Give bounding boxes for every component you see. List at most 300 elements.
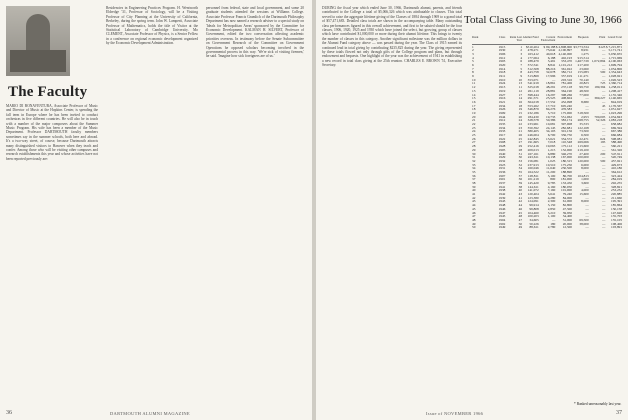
table-cell: 1,208,417 [608, 88, 622, 93]
table-cell: 44 [518, 203, 523, 208]
table-cell: 354,572 [561, 136, 573, 141]
table-cell: — [601, 51, 606, 56]
table-cell: 1,101,212 [558, 63, 573, 68]
table-cell: 1924 [498, 81, 506, 86]
table-cell: 100,203 [527, 214, 539, 219]
table-cell: 50 [518, 221, 523, 226]
table-cell: 217,200 [577, 63, 589, 68]
table-cell: 24 [518, 118, 523, 123]
table-cell: 291,571 [527, 96, 539, 101]
table-cell: 2,300 [547, 199, 556, 204]
table-cell: $123 [598, 45, 606, 49]
table-cell: 500 [600, 70, 606, 75]
table-cell: 1901 [498, 177, 506, 182]
table-cell: 4,280 [547, 195, 556, 200]
table-cell: 15,600 [579, 192, 589, 197]
table-cell: 1919 [498, 88, 506, 93]
table-cell: 17 [518, 92, 523, 97]
table-cell: 1,034,843 [608, 114, 622, 119]
table-cell: — [601, 181, 606, 186]
table-cell: 357,919 [561, 74, 573, 79]
table-cell: $ 7,215,871 [605, 45, 622, 49]
table-cell: 233,961 [527, 122, 539, 127]
table-cell: — [601, 133, 606, 138]
table-cell: 185,864 [611, 203, 622, 208]
table-cell: 1,176,567 [608, 103, 622, 108]
table-cell: 476,583 [561, 107, 573, 112]
table-cell: 163,412 [527, 51, 539, 56]
table-cell: 25 [518, 136, 523, 141]
table-cell: 518,500 [577, 110, 589, 115]
table-cell: 27 [518, 140, 523, 145]
table-cell: 11,200 [546, 169, 556, 174]
table-cell: 199,394 [594, 85, 606, 90]
table-cell: 520,749 [611, 155, 622, 160]
table-cell: 5,171,741 [608, 48, 622, 53]
table-cell: 4,000 [581, 188, 589, 193]
table-cell: 253,232 [611, 188, 622, 193]
table-cell: 23 [472, 125, 476, 130]
table-cell: 40 [518, 188, 523, 193]
table-header-cell: Plant [599, 35, 606, 39]
table-cell: 26 [518, 133, 523, 138]
table-cell: 915,514 [577, 55, 589, 60]
table-cell: 325,018 [527, 85, 539, 90]
table-cell: — [601, 129, 606, 134]
table-cell: 364,612 [611, 169, 622, 174]
table-cell: 33 [472, 162, 476, 167]
table-cell: 180,315 [561, 158, 573, 163]
table-cell: — [601, 188, 606, 193]
table-cell: 32 [518, 162, 523, 167]
table-cell: 1,051,627 [608, 107, 622, 112]
table-cell: 50 [472, 225, 476, 230]
table-cell: 252,416 [527, 144, 539, 149]
table-cell: 10 [518, 77, 523, 82]
table-cell: — [601, 173, 606, 178]
table-cell: 10,681 [546, 122, 556, 127]
table-cell: 14 [518, 96, 523, 101]
table-cell: 232,186 [527, 110, 539, 115]
table-cell: 16 [518, 99, 523, 104]
table-cell: 180 [550, 221, 556, 226]
table-cell: 364,018 [527, 99, 539, 104]
table-cell: 20,000 [562, 221, 573, 226]
table-cell: 180,050 [561, 184, 573, 189]
table-cell: 203,316 [561, 77, 573, 82]
table-cell: 588,490 [611, 140, 622, 145]
table-cell: 1,140,665 [608, 96, 622, 101]
table-cell: 38 [472, 181, 476, 186]
table-cell: 29 [518, 144, 523, 149]
table-header-cell: Endowment [557, 35, 573, 39]
table-cell: 500 [600, 158, 606, 163]
table-cell: — [601, 107, 606, 112]
table-cell: 301,156 [561, 129, 573, 134]
table-cell: 18 [518, 103, 523, 108]
table-cell: 7 [472, 66, 474, 71]
table-cell: 457,921 [611, 158, 622, 163]
page-number: 36 [6, 410, 12, 416]
table-cell: 209,013 [527, 147, 539, 152]
table-cell: 10,138 [546, 155, 556, 160]
table-cell: 1,715,969 [608, 55, 622, 60]
table-cell: 141,072 [527, 188, 539, 193]
table-cell: 101,000 [561, 188, 573, 193]
table-cell: 15 [518, 110, 523, 115]
table-cell: 184,430 [527, 114, 539, 119]
table-cell: 9 [472, 74, 474, 79]
table-cell: 40 [472, 188, 476, 193]
table-cell: 6,880 [547, 151, 556, 156]
table-cell: 282,681 [561, 125, 573, 130]
table-cell: 19 [518, 107, 523, 112]
table-cell: 128,811 [527, 173, 539, 178]
table-cell: 47 [472, 214, 476, 219]
table-cell: 1,083,218 [608, 118, 622, 123]
table-cell: 1,155,346 [608, 92, 622, 97]
table-cell: 45 [518, 210, 523, 215]
table-cell: 101,219 [527, 177, 539, 182]
table-cell: 1912 [498, 118, 506, 123]
table-cell: 800 [550, 177, 556, 182]
table-cell: 26 [472, 136, 476, 141]
table-cell: 1938 [498, 188, 506, 193]
table-cell: 61,000 [562, 199, 573, 204]
table-cell: 10,510 [546, 162, 556, 167]
table-cell: 781,406 [561, 81, 573, 86]
table-cell: 34 [472, 166, 476, 171]
table-cell: 16,297 [546, 92, 556, 97]
table-cell: 5 [520, 66, 523, 71]
table-cell: 346,879 [527, 107, 539, 112]
table-cell: — [601, 55, 606, 60]
table-cell: 70,140 [579, 77, 589, 82]
table-cell: 1933 [498, 129, 506, 134]
table-cell: 69,500 [579, 217, 589, 222]
table-cell: 35,533 [579, 122, 589, 127]
table-cell: 25,525 [546, 96, 556, 101]
table-cell: — [601, 48, 606, 53]
table-cell: 19,733 [546, 114, 556, 119]
table-cell: 220,885 [611, 192, 622, 197]
table-cell: 605,240 [561, 103, 573, 108]
table-cell: 346,270 [561, 151, 573, 156]
table-cell: 5,710 [547, 110, 556, 115]
table-cell: 34,103 [546, 129, 556, 134]
table-cell: — [585, 206, 589, 211]
table-cell: 667,386 [611, 129, 622, 134]
table-cell: 1908 [498, 140, 506, 145]
table-cell: 1921 [498, 99, 506, 104]
table-cell: 1926 [498, 107, 506, 112]
table-header-cell: Rank Last Year [509, 35, 523, 43]
table-cell: 111,271 [577, 74, 589, 79]
table-cell: 1937 [498, 181, 506, 186]
table-cell: — [601, 217, 606, 222]
table-cell: 1,054,806 [608, 66, 622, 71]
table-cell: $ 2,808,900 [555, 45, 573, 49]
table-cell: — [585, 169, 589, 174]
table-cell: 36 [518, 177, 523, 182]
table-cell: 160,046 [527, 166, 539, 171]
table-cell: 452,098 [561, 99, 573, 104]
table-cell: 669,594 [611, 125, 622, 130]
table-cell: 844,919 [611, 99, 622, 104]
table-cell: 31 [518, 151, 523, 156]
table-cell: 110,548 [561, 140, 573, 145]
table-cell: 1946 [498, 206, 506, 211]
table-cell: 31,000 [562, 217, 573, 222]
table-cell: 361,022 [561, 66, 573, 71]
table-cell: 1904 [498, 217, 506, 222]
table-cell: 8,680 [581, 99, 589, 104]
page-footer-right: Issue of NOVEMBER 1966 [426, 411, 484, 416]
campus-photo [6, 6, 70, 76]
table-cell: 47 [518, 217, 523, 222]
table-cell: 1948 [498, 203, 506, 208]
column-2-text: Residencies in Engineering Practices Program. H. Wentworth Eldredge '31, Professor of Sociology, will be a Visiting Professor of City Planning at the University of California, Berkeley, during the spring term. John W. Lamperti, Associate Professor of Mathematics, holds the title of Visitor at the Statistical Laboratory of Cambridge University. Mo CLEMENT, Associate Professor of Physics, is a Senior Fellow in a conference on regional economic development organized by the Economic Development Administration. [106, 6, 198, 46]
table-cell: 408,604 [561, 96, 573, 101]
table-cell: 12 [472, 85, 476, 90]
table-cell: 32,678 [546, 70, 556, 75]
table-cell: — [585, 195, 589, 200]
table-cell: 175,000 [561, 110, 573, 115]
table-cell: 49 [472, 221, 476, 226]
table-cell: — [601, 99, 606, 104]
table-cell: 23 [518, 125, 523, 130]
table-cell: 33 [518, 158, 523, 163]
table-cell: 34,400 [562, 214, 573, 219]
table-cell: 12,500 [562, 225, 573, 230]
table-cell: 1,354,643 [608, 70, 622, 75]
table-cell: 4,140,000 [558, 51, 573, 56]
table-cell: 1909 [498, 110, 506, 115]
table-cell: 1903 [498, 59, 506, 64]
table-cell: 1,026,523 [608, 77, 622, 82]
table-cell: 1934 [498, 103, 506, 108]
table-cell: 1943 [498, 199, 506, 204]
table-cell: 181,000 [561, 177, 573, 182]
table-cell: 237,913 [527, 162, 539, 167]
table-cell: 328,821 [611, 184, 622, 189]
table-cell: 48,500 [579, 88, 589, 93]
table-cell: — [601, 122, 606, 127]
table-cell: — [585, 103, 589, 108]
table-cell: 4 [472, 55, 474, 60]
table-cell: 43 [518, 192, 523, 197]
table-cell: 88,611 [529, 225, 539, 230]
table-cell: — [601, 210, 606, 215]
table-cell: 32 [472, 158, 476, 163]
table-cell: 1920 [498, 63, 506, 68]
table-cell: 167,000 [561, 155, 573, 160]
table-cell: 313,869 [527, 74, 539, 79]
table-cell: — [601, 66, 606, 71]
table-cell: 123,380 [527, 195, 539, 200]
table-cell: 1941 [498, 184, 506, 189]
table-cell: 243,611 [527, 155, 539, 160]
section-title: The Faculty [8, 84, 88, 100]
table-cell: 14 [472, 92, 476, 97]
table-cell: 328,578 [527, 118, 539, 123]
table-cell: 478,271 [527, 48, 539, 53]
table-cell: 39,950 [562, 210, 573, 215]
table-cell: 561,326 [611, 147, 622, 152]
table-cell: 144,611 [527, 184, 539, 189]
table-cell: 429,673 [611, 162, 622, 167]
table-cell: — [601, 225, 606, 230]
table-cell: 79,240 [562, 192, 573, 197]
table-cell: 6,500 [581, 133, 589, 138]
table-cell: 1939 [498, 195, 506, 200]
table-header-cell: Class [498, 35, 506, 39]
table-cell: 725 [600, 81, 606, 86]
table-cell: 1,467,729 [575, 59, 589, 64]
table-cell: 145,420 [527, 181, 539, 186]
table-cell: 45 [601, 103, 606, 108]
table-cell: 12 [518, 88, 523, 93]
class-giving-table [472, 36, 622, 381]
table-cell: 410,186 [611, 166, 622, 171]
table-cell: 99,750 [579, 85, 589, 90]
table-cell: 443,758 [527, 70, 539, 75]
table-cell: 9,785 [547, 181, 556, 186]
table-cell: — [601, 144, 606, 149]
table-cell: — [601, 199, 606, 204]
table-cell: 1942 [498, 192, 506, 197]
report-column [322, 6, 462, 394]
table-cell: 3,150 [547, 203, 556, 208]
table-cell: 2 [520, 48, 523, 53]
table-cell: 8,841 [547, 63, 556, 68]
table-cell: 242,845 [527, 136, 539, 141]
table-cell: 155,083 [577, 70, 589, 75]
table-cell: 40,618 [546, 51, 556, 56]
table-header [472, 36, 622, 45]
tree-shape [26, 14, 50, 54]
table-cell: — [601, 221, 606, 226]
table-cell: — [601, 147, 606, 152]
table-cell: 73,642 [546, 48, 556, 53]
table-cell: 1,275 [581, 51, 589, 56]
column-1-text: MARIO DI BONAVENTURA, Associate Professor of Music and Director of Music at the Hopkins Center, is spending the fall term in Europe where he has been invited to conduct orchestras in five different countries. He will also be in touch with a number of the major composers about the Summer Music Program. His wife has been a member of the Music Department. Professor DARTMOUTH faculty members sometimes say in the summer schools, both here and abroad. It's a two-way street, of course, because Dartmouth attracts many distinguished visitors to Hanover when they teach and confer. Among those who will be visiting other campuses and research establishments this year and whose activities have not been reported previously are: [6, 104, 98, 161]
building-shape [10, 50, 66, 72]
table-cell: 38 [518, 184, 523, 189]
table-cell: 17 [472, 103, 476, 108]
table-cell: 598,081 [611, 136, 622, 141]
table-cell: 18,861 [546, 81, 556, 86]
table-cell: 8,000 [581, 166, 589, 171]
table-cell: — [585, 107, 589, 112]
table-cell: 34 [518, 166, 523, 171]
table-cell: 122,168 [577, 125, 589, 130]
table-cell: 1 [520, 45, 523, 49]
page-footer: DARTMOUTH ALUMNI MAGAZINE [110, 411, 190, 416]
table-cell: 1902 [498, 221, 506, 226]
table-cell: 1905 [498, 147, 506, 152]
table-cell: 219,100 [577, 147, 589, 152]
table-cell: 1945 [498, 214, 506, 219]
table-cell: 31 [472, 155, 476, 160]
table-cell: 1935 [498, 122, 506, 127]
table-cell: 1929 [498, 155, 506, 160]
table-cell: 312,508 [527, 66, 539, 71]
table-cell: 398,444 [527, 92, 539, 97]
table-cell: 1940 [498, 151, 506, 156]
table-cell: 9 [520, 74, 523, 79]
table-cell: 1910 [498, 77, 506, 82]
table-cell: 104,813 [577, 173, 589, 178]
table-cell: 17,996 [546, 74, 556, 79]
table-cell: 20 [518, 114, 523, 119]
table-cell: — [601, 162, 606, 167]
table-cell: 1907 [498, 173, 506, 178]
table-cell: 44 [472, 203, 476, 208]
table-cell: 7,160 [547, 188, 556, 193]
table-cell: 20,823 [579, 81, 589, 86]
page-number-right: 37 [616, 410, 622, 416]
table-cell: 3 [520, 51, 523, 56]
table-cell: 135,105 [611, 217, 622, 222]
table-cell: 28 [472, 144, 476, 149]
table-cell: — [601, 214, 606, 219]
table-cell: — [601, 192, 606, 197]
table-cell: 30 [472, 151, 476, 156]
table-cell: 2,780 [547, 225, 556, 230]
table-cell: 86,700 [562, 173, 573, 178]
table-cell: 323,424 [611, 173, 622, 178]
table-cell: $ 99,188 [543, 45, 556, 49]
table-cell: 7 [520, 63, 523, 68]
table-cell: 1922 [498, 136, 506, 141]
table-header-cell: Bequests [577, 35, 589, 39]
table-cell: 25 [472, 133, 476, 138]
table-cell: 8 [520, 70, 523, 75]
table-cell: 5,641 [547, 192, 556, 197]
table-cell: 77,000 [579, 92, 589, 97]
table-cell: — [585, 214, 589, 219]
table-cell: 383,174 [561, 118, 573, 123]
table-cell: 20 [472, 114, 476, 119]
table-cell: 135,703 [611, 214, 622, 219]
table-cell: 398,266 [561, 92, 573, 97]
table-cell: 73,500 [579, 129, 589, 134]
table-cell: 547,911 [611, 151, 622, 156]
table-cell: 42 [472, 195, 476, 200]
table-cell: 13,621 [546, 136, 556, 141]
table-cell: 1918 [498, 70, 506, 75]
table-cell: 188,479 [527, 59, 539, 64]
table-cell: 133,450 [561, 181, 573, 186]
column-3-text: personnel from federal, state and local government, and some 20 graduate students attended the sessions at Williams College. Associate Professor Francis Gramlich of the Dartmouth Philosophy Department has now named a research adviser to a special study on 'Ideals for Metropolitan Areas' sponsored by the Committee for Economic Development. KALMAN H. SILVERT, Professor of Government, edited the two conversation affecting academic priorities overseas. In testimony before the Senate Subcommittee on Government Research of the Committee on Government Operations he opposed scholars becoming involved in the governmental process in this way. 'We're sick of visiting firemen,' he said. 'Imagine how sick foreigners are of us.' [206, 6, 304, 59]
table-cell: 48 [472, 217, 476, 222]
table-cell: 11 [472, 81, 476, 86]
table-cell: 30 [518, 155, 523, 160]
table-cell: 3,100 [547, 173, 556, 178]
table-cell: 7,018 [547, 140, 556, 145]
table-cell: 99,914 [529, 203, 539, 208]
table-cell: 84,276 [546, 107, 556, 112]
table-cell: 41 [518, 195, 523, 200]
table-cell: 35 [518, 169, 523, 174]
table-cell: 658,682 [611, 122, 622, 127]
table-cell: 177,064 [527, 55, 539, 60]
table-cell: 350,392 [527, 125, 539, 130]
table-cell: — [601, 177, 606, 182]
table-cell: 49 [518, 225, 523, 230]
table-cell: — [601, 206, 606, 211]
